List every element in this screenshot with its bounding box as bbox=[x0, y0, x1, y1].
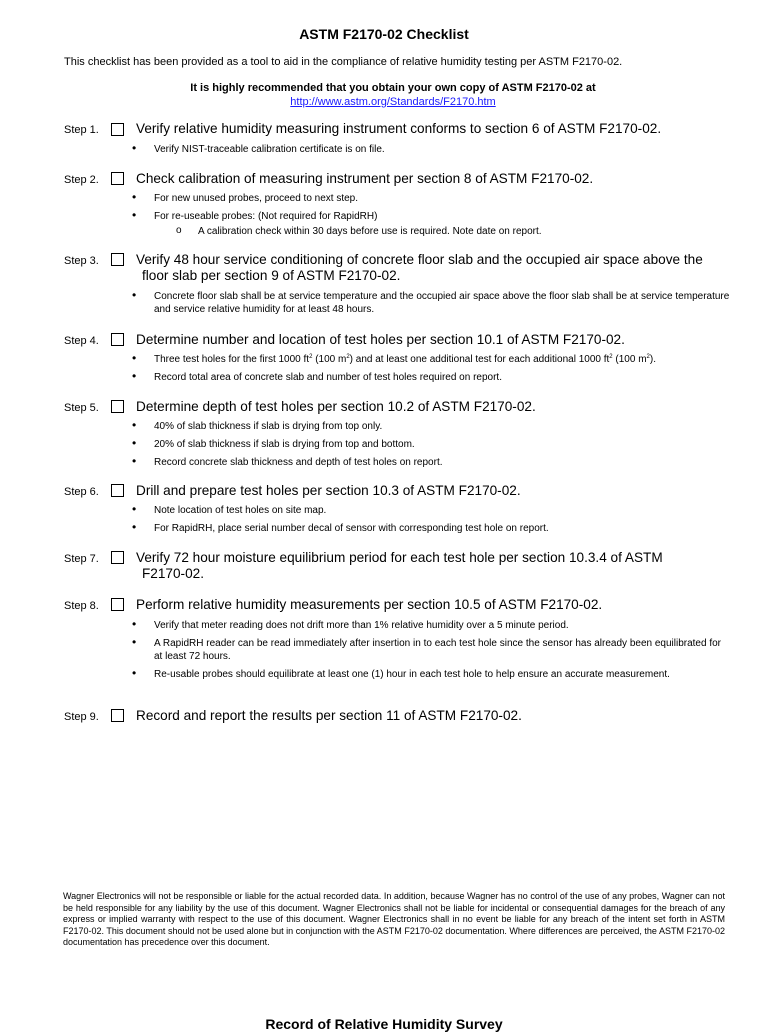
step-8-bullet-1: • Verify that meter reading does not drift more than 1% relative humidity over a 5 minute period. bbox=[154, 619, 734, 632]
step-4-bullet-1-part-b: (100 m bbox=[312, 354, 347, 365]
step-4-label: Step 4. bbox=[64, 335, 99, 347]
step-5-bullet-2: • 20% of slab thickness if slab is drying from top and bottom. bbox=[154, 438, 734, 451]
step-9-text: Record and report the results per section 11 of ASTM F2170-02. bbox=[136, 708, 522, 723]
step-4-bullet-1-part-c: ) and at least one additional test for each additional 1000 ft bbox=[349, 354, 610, 365]
step-6-text: Drill and prepare test holes per section 10.3 of ASTM F2170-02. bbox=[136, 483, 521, 498]
step-3-bullet-1: • Concrete floor slab shall be at service temperature and the occupied air space above the floor slab shall be at service temperature and service relative humidity for at least 48 hours. bbox=[154, 290, 734, 316]
superscript-2: 2 bbox=[346, 354, 350, 360]
superscript-2: 2 bbox=[646, 354, 650, 360]
step-2-bullet-2: • For re-useable probes: (Not required for RapidRH) bbox=[154, 210, 734, 223]
step-8-label: Step 8. bbox=[64, 600, 99, 612]
superscript-2: 2 bbox=[609, 354, 613, 360]
step-7-checkbox[interactable] bbox=[111, 551, 124, 564]
step-7-text bbox=[136, 550, 663, 582]
step-7-label: Step 7. bbox=[64, 553, 99, 565]
disclaimer-text: Wagner Electronics will not be responsible or liable for the actual recorded data. In addition, because Wagner has no control of the use of any probes, Wagner can not be held responsible for any liability by the use of this document. Wagner Electronics shall not be liable for incidental or consequential damages for the breach of any express or implied warranty with respect to the use of this document. Wagner Electronics shall in no event be liable for any breach of the intent set forth in ASTM F2170-02. This document should not be used alone but in conjunction with the ASTM F2170-02 documentation. Where differences are perceived, the ASTM F2170-02 documentation has precedence over this document. bbox=[63, 891, 725, 947]
step-2-text: Check calibration of measuring instrument per section 8 of ASTM F2170-02. bbox=[136, 171, 594, 186]
astm-standard-link[interactable]: http://www.astm.org/Standards/F2170.htm bbox=[290, 96, 496, 108]
step-5-label: Step 5. bbox=[64, 402, 99, 414]
step-2-sub-item: o A calibration check within 30 days before use is required. Note date on report. bbox=[198, 225, 542, 238]
step-4-bullet-1-part-e: ). bbox=[649, 354, 656, 365]
step-2-label: Step 2. bbox=[64, 174, 99, 186]
step-4-text: Determine number and location of test holes per section 10.1 of ASTM F2170-02. bbox=[136, 332, 625, 347]
step-6-checkbox[interactable] bbox=[111, 484, 124, 497]
step-6-bullet-1: • Note location of test holes on site map. bbox=[154, 504, 734, 517]
step-5-bullet-1: • 40% of slab thickness if slab is drying from top only. bbox=[154, 420, 734, 433]
intro-text: This checklist has been provided as a tool to aid in the compliance of relative humidity testing per ASTM F2170-02. bbox=[64, 56, 623, 68]
step-5-bullet-3: • Record concrete slab thickness and depth of test holes on report. bbox=[154, 456, 734, 469]
step-4-bullet-1 bbox=[154, 353, 754, 366]
step-4-bullet-1-part-a: Three test holes for the first 1000 ft bbox=[154, 354, 310, 365]
superscript-2: 2 bbox=[309, 354, 313, 360]
step-4-bullet-1-part-d: (100 m bbox=[612, 354, 647, 365]
step-1-text: Verify relative humidity measuring instrument conforms to section 6 of ASTM F2170-02. bbox=[136, 121, 662, 136]
step-2-checkbox[interactable] bbox=[111, 172, 124, 185]
step-5-checkbox[interactable] bbox=[111, 400, 124, 413]
step-8-text: Perform relative humidity measurements per section 10.5 of ASTM F2170-02. bbox=[136, 597, 603, 612]
recommendation-text: It is highly recommended that you obtain your own copy of ASTM F2170-02 at bbox=[190, 82, 596, 94]
step-3-label: Step 3. bbox=[64, 255, 99, 267]
step-9-checkbox[interactable] bbox=[111, 709, 124, 722]
step-3-text-line-2: floor slab per section 9 of ASTM F2170-02. bbox=[142, 268, 401, 283]
step-6-bullet-2: • For RapidRH, place serial number decal of sensor with corresponding test hole on report. bbox=[154, 522, 734, 535]
footer-title: Record of Relative Humidity Survey bbox=[265, 1016, 503, 1032]
step-8-checkbox[interactable] bbox=[111, 598, 124, 611]
step-1-bullet-1: • Verify NIST-traceable calibration certificate is on file. bbox=[154, 143, 734, 156]
step-9-label: Step 9. bbox=[64, 711, 99, 723]
step-4-checkbox[interactable] bbox=[111, 333, 124, 346]
step-2-bullet-1: • For new unused probes, proceed to next step. bbox=[154, 192, 734, 205]
document-title: ASTM F2170-02 Checklist bbox=[299, 26, 469, 42]
step-3-checkbox[interactable] bbox=[111, 253, 124, 266]
step-3-text bbox=[136, 252, 703, 284]
step-7-text-line-1: Verify 72 hour moisture equilibrium period for each test hole per section 10.3.4 of ASTM bbox=[136, 550, 663, 565]
step-6-label: Step 6. bbox=[64, 486, 99, 498]
step-8-bullet-2: • A RapidRH reader can be read immediately after insertion in to each test hole since the sensor has already been equilibrated for at least 72 hours. bbox=[154, 637, 729, 663]
step-5-text: Determine depth of test holes per section 10.2 of ASTM F2170-02. bbox=[136, 399, 536, 414]
step-1-label: Step 1. bbox=[64, 124, 99, 136]
step-3-text-line-1: Verify 48 hour service conditioning of concrete floor slab and the occupied air space above the bbox=[136, 252, 703, 267]
step-7-text-line-2: F2170-02. bbox=[142, 566, 204, 581]
step-8-bullet-3: • Re-usable probes should equilibrate at least one (1) hour in each test hole to help ensure an accurate measurement. bbox=[154, 668, 694, 681]
step-1-checkbox[interactable] bbox=[111, 123, 124, 136]
step-4-bullet-2: • Record total area of concrete slab and number of test holes required on report. bbox=[154, 371, 734, 384]
